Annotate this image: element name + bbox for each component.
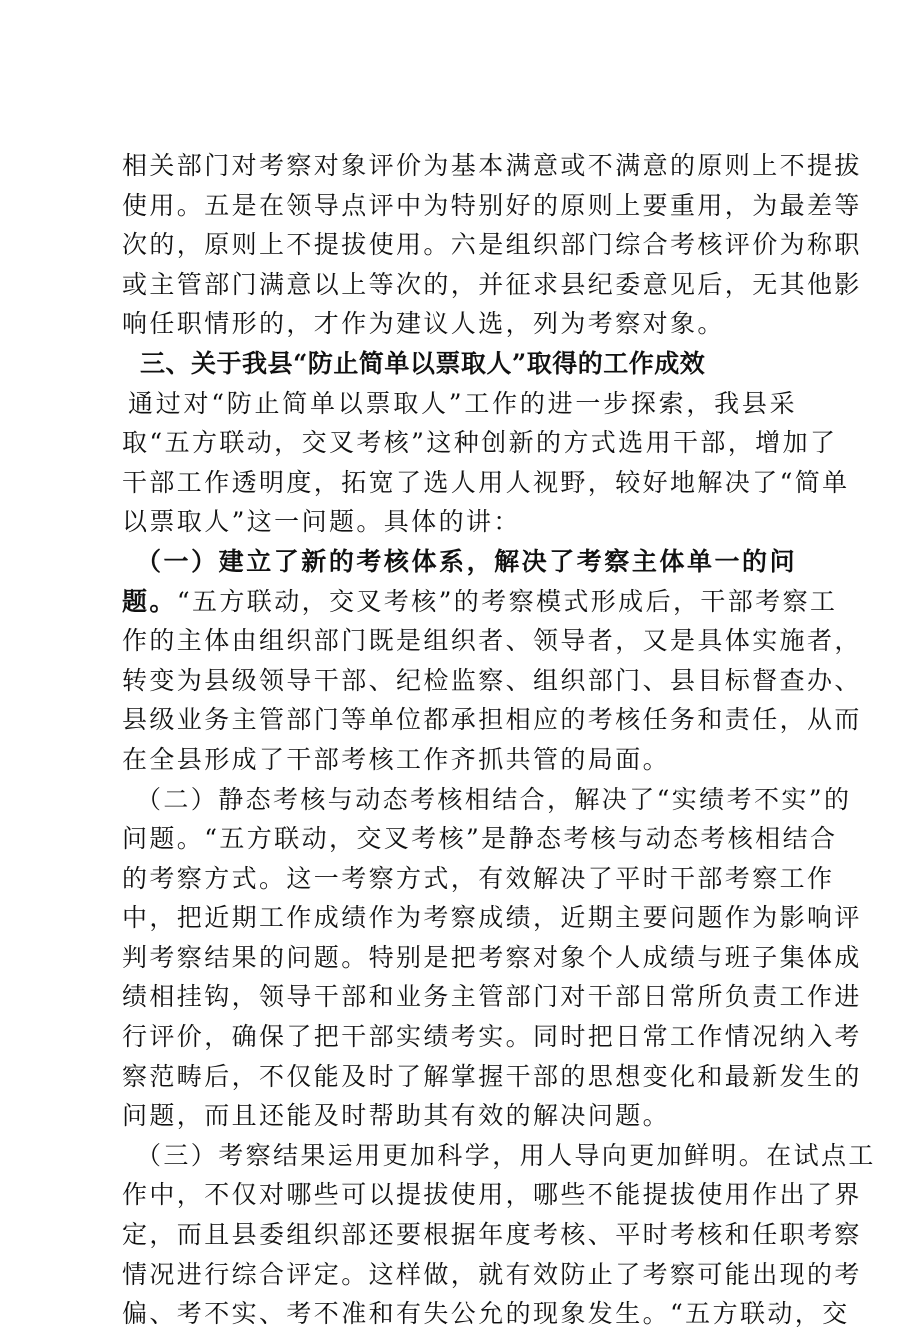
body-line: 察范畴后，不仅能及时了解掌握干部的思想变化和最新发生的 bbox=[122, 1061, 862, 1091]
body-line: 绩相挂钩，领导干部和业务主管部门对干部日常所负责工作进 bbox=[122, 982, 862, 1012]
body-line: 使用。五是在领导点评中为特别好的原则上要重用，为最差等 bbox=[122, 190, 862, 220]
body-line: 情况进行综合评定。这样做，就有效防止了考察可能出现的考 bbox=[122, 1259, 862, 1289]
body-line: 作中，不仅对哪些可以提拔使用，哪些不能提拔使用作出了界 bbox=[122, 1180, 862, 1210]
body-line: 以票取人”这一问题。具体的讲： bbox=[122, 507, 521, 537]
body-line: 行评价，确保了把干部实绩考实。同时把日常工作情况纳入考 bbox=[122, 1022, 862, 1052]
para3-text: 在试点工 bbox=[766, 1140, 876, 1170]
body-line: 县级业务主管部门等单位都承担相应的考核任务和责任，从而 bbox=[122, 705, 862, 735]
para3-heading: （三）考察结果运用更加科学，用人导向更加鲜明。 bbox=[136, 1140, 767, 1170]
body-line: 干部工作透明度，拓宽了选人用人视野，较好地解决了“简单 bbox=[122, 467, 850, 497]
body-line bbox=[122, 582, 838, 622]
body-line bbox=[122, 819, 838, 859]
section-heading: 三、关于我县“防止简单以票取人”取得的工作成效 bbox=[140, 348, 706, 378]
body-line: 或主管部门满意以上等次的，并征求县纪委意见后，无其他影 bbox=[122, 269, 862, 299]
para1-heading-end: 题。 bbox=[122, 586, 177, 616]
para1-text: “五方联动，交叉考核”的考察模式形成后，干部考察工 bbox=[176, 586, 838, 616]
body-line: 的考察方式。这一考察方式，有效解决了平时干部考察工作 bbox=[122, 863, 835, 893]
para1-heading-line: （一）建立了新的考核体系，解决了考察主体单一的问 bbox=[136, 546, 797, 576]
body-line: 通过对“防止简单以票取人”工作的进一步探索，我县采 bbox=[128, 388, 797, 418]
para2-heading-line: （二）静态考核与动态考核相结合，解决了“实绩考不实”的 bbox=[136, 784, 852, 814]
body-line: 定，而且县委组织部还要根据年度考核、平时考核和任职考察 bbox=[122, 1220, 862, 1250]
para2-heading-end: 问题。 bbox=[122, 824, 205, 854]
body-line: 次的，原则上不提拔使用。六是组织部门综合考核评价为称职 bbox=[122, 230, 862, 260]
body-line: 偏、考不实、考不准和有失公允的现象发生。“五方联动，交 bbox=[122, 1299, 850, 1329]
body-line: 响任职情形的，才作为建议人选，列为考察对象。 bbox=[122, 309, 725, 339]
body-line: 作的主体由组织部门既是组织者、领导者，又是具体实施者， bbox=[122, 626, 862, 656]
body-line bbox=[122, 1136, 876, 1176]
body-line: 在全县形成了干部考核工作齐抓共管的局面。 bbox=[122, 744, 671, 774]
para2-text: “五方联动，交叉考核”是静态考核与动态考核相结合 bbox=[204, 824, 838, 854]
body-line: 问题，而且还能及时帮助其有效的解决问题。 bbox=[122, 1101, 671, 1131]
body-line: 转变为县级领导干部、纪检监察、组织部门、县目标督查办、 bbox=[122, 665, 862, 695]
document-body bbox=[122, 146, 876, 1334]
body-line: 判考察结果的问题。特别是把考察对象个人成绩与班子集体成 bbox=[122, 942, 862, 972]
body-line: 中，把近期工作成绩作为考察成绩，近期主要问题作为影响评 bbox=[122, 903, 862, 933]
body-line: 相关部门对考察对象评价为基本满意或不满意的原则上不提拔 bbox=[122, 151, 862, 180]
body-line: 取“五方联动，交叉考核”这种创新的方式选用干部，增加了 bbox=[122, 428, 838, 458]
